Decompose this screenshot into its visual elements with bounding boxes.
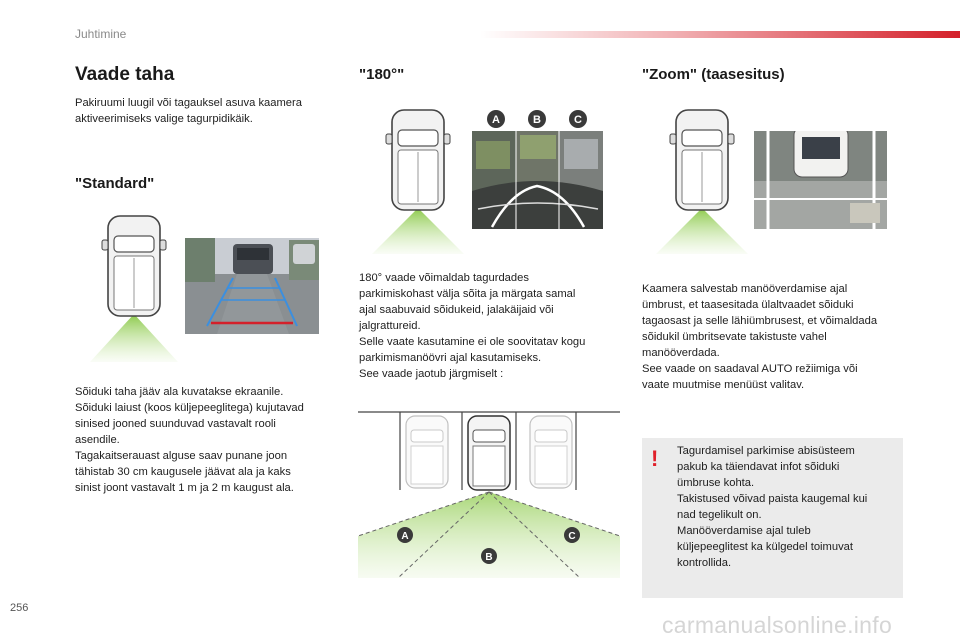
standard-heading: "Standard"	[75, 175, 155, 192]
zoom-description: Kaamera salvestab manööverdamise ajal ümbrust, et taasesitada ülaltvaadet sõiduki tagaosast ja selle lähiümbrusest, et võimaldada sõidukil ümbritsevate takistuste vahel manööverdada. See vaade on saadaval AUTO režiimiga või vaate muutmise menüüst valitav.	[642, 283, 878, 391]
standard-description: Sõiduki taha jääv ala kuvatakse ekraanile. Sõiduki laiust (koos küljepeeglitega) kujutavad sinised jooned suunduvad vastavalt rooli asendile. Tagakaitserauast alguse saav punane joon tähistab 30 cm kaugusele jäävat ala ja kaks sinist joont vastavalt 1 m ja 2 m kaugust ala.	[75, 386, 304, 494]
view-180-description: 180° vaade võimaldab tagurdades parkimiskohast välja sõita ja märgata samal ajal saabuvaid sõidukeid, jalakäijaid või jalgrattureid. Selle vaate kasutamine ei ole soovitatav kogu parkimismanöövri ajal kasutamiseks. See vaade jaotub järgmiselt :	[359, 272, 586, 380]
van-zoom-view-illustration	[652, 104, 752, 254]
parking-zones-diagram	[358, 408, 620, 578]
view-180-camera-image	[472, 131, 603, 229]
zoom-camera-image	[754, 131, 887, 229]
marker-b-label: B	[533, 114, 541, 126]
warning-text: Tagurdamisel parkimise abisüsteem pakub ka täiendavat infot sõiduki ümbruse kohta. Takistused võivad paista kaugemal kui nad tegelikult on. Manööverdamise ajal tuleb küljepeeglitest ka külgedel toimuvat kontrollida.	[677, 445, 868, 569]
header-accent-bar	[480, 31, 960, 38]
page-number: 256	[10, 602, 29, 614]
van-rear-camera-illustration	[88, 212, 180, 362]
marker-c	[568, 109, 588, 129]
marker-a	[486, 109, 506, 129]
page-title: Vaade taha	[75, 64, 175, 85]
section-title: Juhtimine	[75, 27, 127, 41]
watermark: carmanualsonline.info	[662, 612, 893, 638]
intro-text: Pakiruumi luugil või tagauksel asuva kaamera aktiveerimiseks valige tagurpidikäik.	[75, 97, 302, 125]
diagram-marker-c: C	[568, 531, 576, 542]
zoom-heading: "Zoom" (taasesitus)	[642, 66, 785, 83]
marker-b	[527, 109, 547, 129]
marker-c-label: C	[574, 114, 582, 126]
warning-icon: !	[651, 446, 659, 471]
diagram-marker-a: A	[401, 531, 409, 542]
van-180-view-illustration	[368, 104, 468, 254]
standard-camera-view-image	[185, 238, 319, 334]
view-180-heading: "180°"	[359, 66, 405, 83]
diagram-marker-b: B	[485, 552, 493, 563]
marker-a-label: A	[492, 114, 500, 126]
